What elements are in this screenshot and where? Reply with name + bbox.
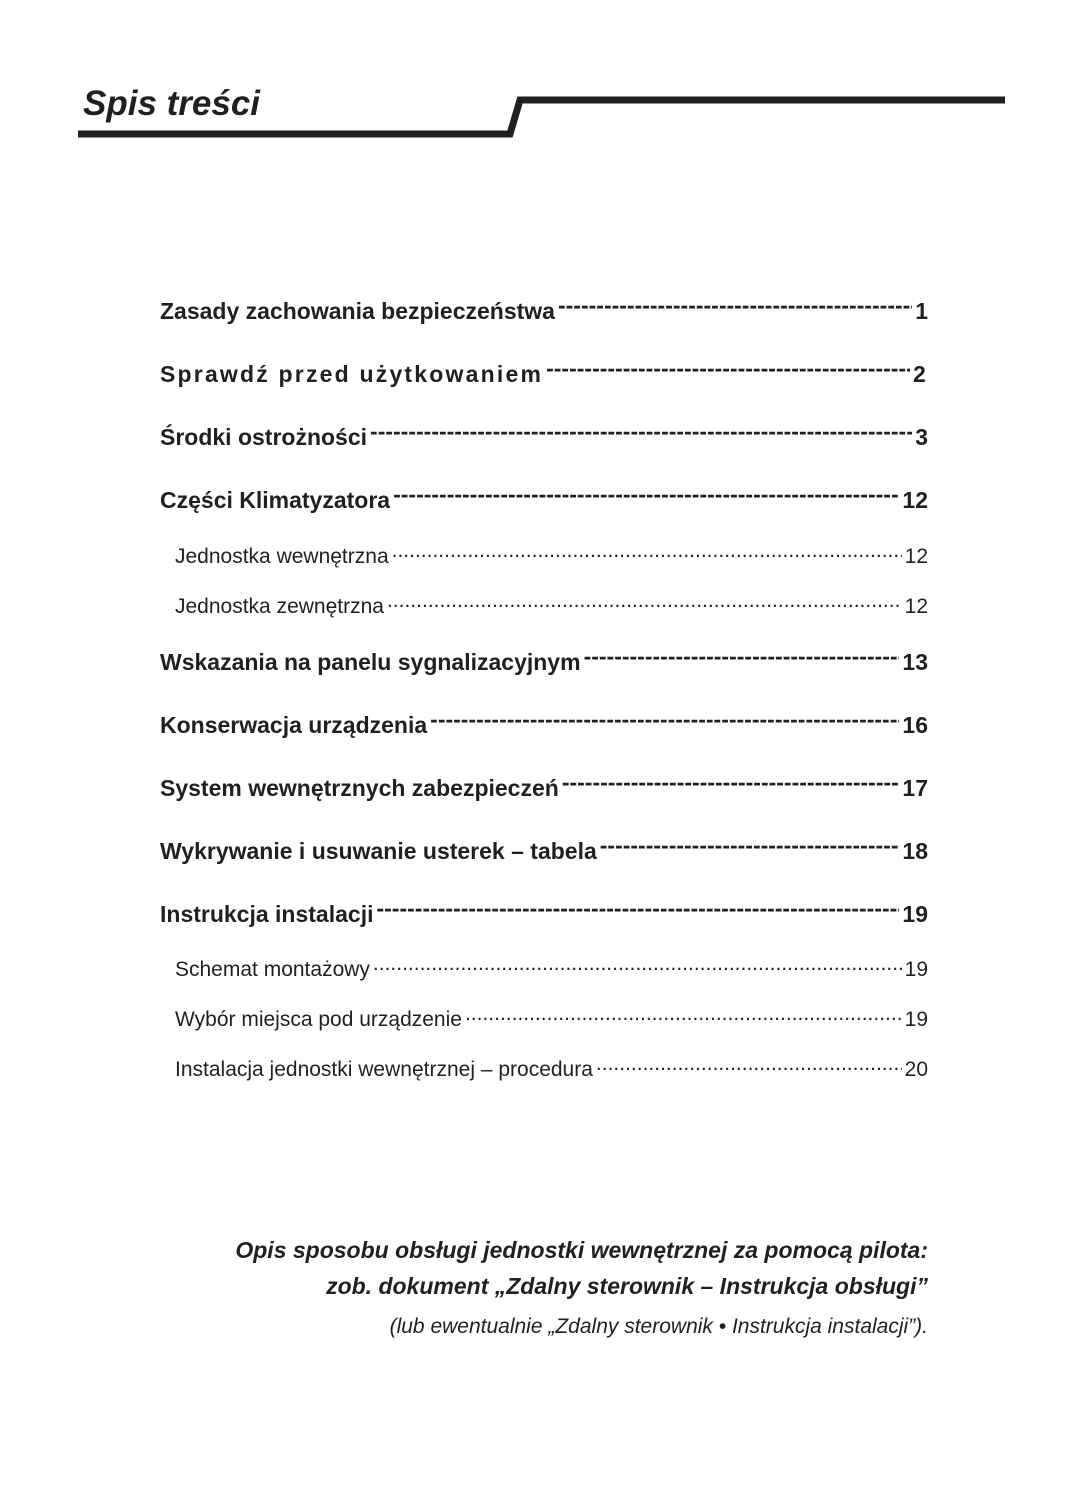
toc-entry-protection-system[interactable] bbox=[160, 773, 928, 805]
toc-entry-title: Schemat montażowy bbox=[175, 958, 370, 981]
toc-leader bbox=[393, 485, 899, 508]
toc-page-number: 19 bbox=[904, 1008, 928, 1031]
toc-subentry-indoor-installation[interactable] bbox=[175, 1055, 928, 1085]
toc-entry-parts[interactable] bbox=[160, 485, 928, 517]
toc-page-number: 13 bbox=[902, 649, 928, 675]
toc-leader bbox=[392, 542, 902, 563]
toc-entry-title: Części Klimatyzatora bbox=[160, 487, 391, 513]
toc-entry-title: Wskazania na panelu sygnalizacyjnym bbox=[160, 649, 581, 675]
toc-entry-installation[interactable] bbox=[160, 899, 928, 931]
remote-note-line2: zob. dokument „Zdalny sterownik – Instrukcja obsługi” bbox=[326, 1273, 928, 1299]
toc-entry-title: Zasady zachowania bezpieczeństwa bbox=[160, 298, 555, 324]
page-header bbox=[0, 0, 1083, 150]
toc-page-number: 12 bbox=[902, 487, 928, 513]
toc-entry-precautions[interactable] bbox=[160, 422, 928, 454]
toc-subentry-outdoor-unit[interactable] bbox=[175, 592, 928, 622]
toc-leader bbox=[370, 422, 912, 445]
toc-leader bbox=[376, 899, 899, 922]
toc-page-number: 19 bbox=[902, 901, 928, 927]
toc-page-number: 3 bbox=[915, 424, 928, 450]
toc-entry-title: Instrukcja instalacji bbox=[160, 901, 374, 927]
toc-leader bbox=[546, 359, 910, 382]
toc-page-number: 16 bbox=[902, 712, 928, 738]
toc-leader bbox=[584, 647, 900, 670]
toc-page-number: 17 bbox=[902, 775, 928, 801]
toc-leader bbox=[596, 1055, 902, 1076]
toc-entry-title: Sprawdź przed użytkowaniem bbox=[160, 361, 544, 387]
toc-entry-troubleshooting[interactable] bbox=[160, 836, 928, 868]
toc-leader bbox=[600, 836, 900, 859]
toc-leader bbox=[387, 592, 902, 613]
toc-page-number: 1 bbox=[915, 298, 928, 324]
toc-entry-title: Wykrywanie i usuwanie usterek – tabela bbox=[160, 838, 597, 864]
toc-entry-title: System wewnętrznych zabezpieczeń bbox=[160, 775, 559, 801]
toc-entry-title: Jednostka wewnętrzna bbox=[175, 545, 389, 568]
toc-page-number: 18 bbox=[902, 838, 928, 864]
toc-leader bbox=[373, 955, 902, 976]
toc-subentry-location-choice[interactable] bbox=[175, 1005, 928, 1035]
toc-leader bbox=[465, 1005, 902, 1026]
toc-page-number: 12 bbox=[904, 545, 928, 568]
remote-note-line1: Opis sposobu obsługi jednostki wewnętrznej za pomocą pilota: bbox=[235, 1237, 928, 1263]
toc-page-number: 12 bbox=[904, 595, 928, 618]
toc-entry-safety[interactable] bbox=[160, 296, 928, 328]
toc-entry-title: Środki ostrożności bbox=[160, 424, 368, 450]
toc-entry-title: Wybór miejsca pod urządzenie bbox=[175, 1008, 462, 1031]
toc-entry-title: Instalacja jednostki wewnętrznej – procedura bbox=[175, 1058, 593, 1081]
toc-leader bbox=[562, 773, 900, 796]
toc-subentry-indoor-unit[interactable] bbox=[175, 542, 928, 572]
toc-entry-title: Konserwacja urządzenia bbox=[160, 712, 428, 738]
header-rule bbox=[0, 0, 1083, 150]
toc-page-number: 2 bbox=[913, 361, 928, 387]
toc-leader bbox=[558, 296, 912, 319]
toc-leader bbox=[430, 710, 899, 733]
toc-entry-signal-panel[interactable] bbox=[160, 647, 928, 679]
toc-page-number: 19 bbox=[904, 958, 928, 981]
toc-subentry-mounting-diagram[interactable] bbox=[175, 955, 928, 985]
page-title: Spis treści bbox=[83, 84, 261, 123]
toc-entry-check-before-use[interactable] bbox=[160, 359, 928, 391]
toc-page-number: 20 bbox=[904, 1058, 928, 1081]
toc-entry-title: Jednostka zewnętrzna bbox=[175, 595, 384, 618]
toc-entry-maintenance[interactable] bbox=[160, 710, 928, 742]
remote-note-line3: (lub ewentualnie „Zdalny sterownik • Instrukcja instalacji”). bbox=[389, 1315, 928, 1338]
